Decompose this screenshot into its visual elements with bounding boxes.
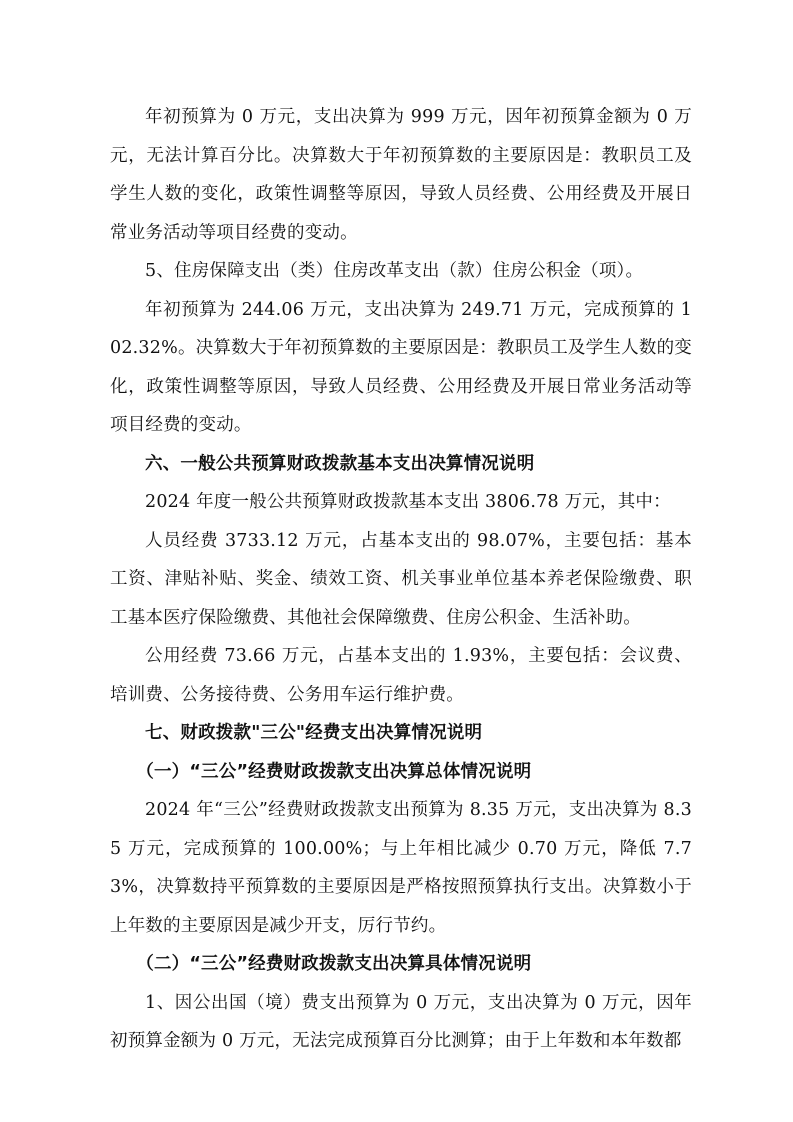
section-7-sub1-heading: （一）“三公”经费财政拨款支出决算总体情况说明 xyxy=(136,761,532,782)
paragraph-housing-detail: 年初预算为 244.06 万元，支出决算为 249.71 万元，完成预算的 102.32%。决算数大于年初预算数的主要原因是：教职员工及学生人数的变化，政策性调整等原因，导致人员经费、公用经费及开展日常业务活动等项目经费的变动。 xyxy=(110,299,692,435)
section-6-heading: 六、一般公共预算财政拨款基本支出决算情况说明 xyxy=(145,453,535,474)
section-7-sub2-text: 1、因公出国（境）费支出预算为 0 万元，支出决算为 0 万元，因年初预算金额为 0 万元，无法完成预算百分比测算；由于上年数和本年数都 xyxy=(110,992,692,1051)
section-6-personnel: 人员经费 3733.12 万元，占基本支出的 98.07%，主要包括：基本工资、津贴补贴、奖金、绩效工资、机关事业单位基本养老保险缴费、职工基本医疗保险缴费、其他社会保障缴费、住房公积金、生活补助。 xyxy=(110,530,692,628)
section-6-intro: 2024 年度一般公共预算财政拨款基本支出 3806.78 万元，其中： xyxy=(145,492,671,512)
paragraph-housing-item: 5、住房保障支出（类）住房改革支出（款）住房公积金（项）。 xyxy=(145,261,644,281)
document-page xyxy=(110,98,692,1061)
section-7-sub2-heading: （二）“三公”经费财政拨款支出决算具体情况说明 xyxy=(136,954,532,974)
paragraph-budget-zero: 年初预算为 0 万元，支出决算为 999 万元，因年初预算金额为 0 万元，无法计算百分比。决算数大于年初预算数的主要原因是：教职员工及学生人数的变化，政策性调整等原因，导致人员经费、公用经费及开展日常业务活动等项目经费的变动。 xyxy=(110,107,692,243)
section-7-sub1-text: 2024 年“三公”经费财政拨款支出预算为 8.35 万元，支出决算为 8.35 万元，完成预算的 100.00%；与上年相比减少 0.70 万元，降低 7.73%，决算数持平预算数的主要原因是严格按照预算执行支出。决算数小于上年数的主要原因是减少开支，厉行节约。 xyxy=(110,800,692,936)
section-6-public: 公用经费 73.66 万元，占基本支出的 1.93%，主要包括：会议费、培训费、公务接待费、公务用车运行维护费。 xyxy=(110,646,692,705)
section-7-heading: 七、财政拨款"三公"经费支出决算情况说明 xyxy=(145,723,483,743)
